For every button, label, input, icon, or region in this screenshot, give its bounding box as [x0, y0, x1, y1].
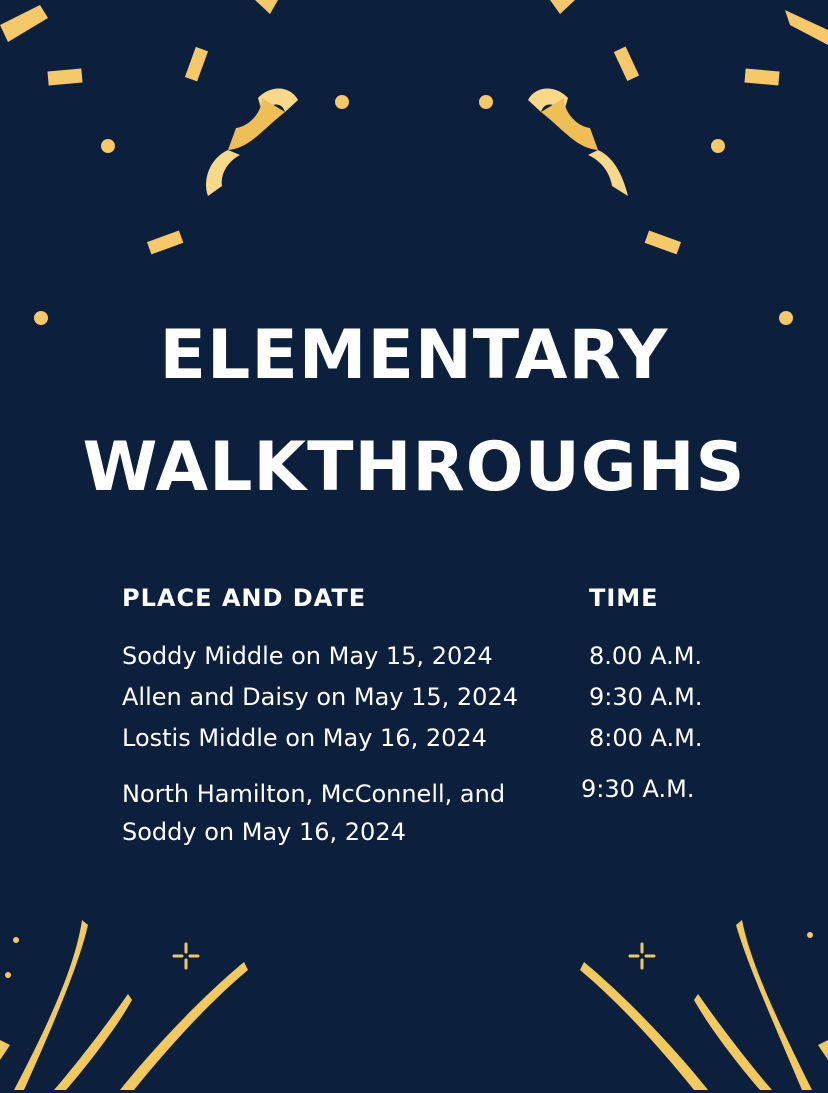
schedule-time: 8.00 A.M.: [589, 642, 703, 670]
confetti-icon: [5, 972, 11, 978]
firework-icon: [580, 962, 708, 1090]
place-and-date-header: PLACE AND DATE: [122, 584, 367, 612]
confetti-icon: [614, 47, 639, 81]
confetti-icon: [0, 5, 48, 42]
confetti-icon: [550, 0, 575, 14]
ribbon-icon: [206, 88, 298, 196]
confetti-icon: [13, 937, 19, 943]
schedule-row: [122, 683, 742, 724]
confetti-icon: [335, 95, 349, 109]
schedule-time: 9:30 A.M.: [581, 775, 695, 803]
schedule-row: [122, 775, 742, 865]
confetti-icon: [47, 69, 82, 86]
title-line-1: ELEMENTARY: [159, 316, 669, 395]
firework-icon: [54, 994, 132, 1090]
firework-icon: [0, 1040, 10, 1060]
schedule-row: [122, 724, 742, 765]
time-header: TIME: [589, 584, 659, 612]
confetti-icon: [744, 69, 779, 86]
firework-icon: [818, 1040, 828, 1060]
schedule-table: [122, 584, 742, 865]
schedule-header-row: [122, 584, 742, 624]
title-line-2: WALKTHROUGHS: [82, 428, 746, 507]
confetti-icon: [185, 47, 208, 82]
confetti-icon: [479, 95, 493, 109]
schedule-time: 9:30 A.M.: [589, 683, 703, 711]
schedule-place: Allen and Daisy on May 15, 2024: [122, 683, 518, 711]
confetti-icon: [711, 139, 725, 153]
firework-icon: [120, 962, 248, 1090]
schedule-place: Soddy Middle on May 15, 2024: [122, 642, 493, 670]
ribbon-icon: [528, 88, 628, 196]
confetti-icon: [785, 10, 828, 45]
schedule-place: Lostis Middle on May 16, 2024: [122, 724, 487, 752]
sparkle-icon: [174, 944, 198, 968]
schedule-time: 8:00 A.M.: [589, 724, 703, 752]
confetti-icon: [645, 231, 681, 255]
sparkle-icon: [630, 944, 654, 968]
schedule-row: [122, 642, 742, 683]
page-title: [0, 300, 828, 524]
confetti-icon: [101, 139, 115, 153]
confetti-icon: [255, 0, 278, 14]
firework-icon: [694, 994, 772, 1090]
confetti-icon: [147, 231, 183, 255]
schedule-place: North Hamilton, McConnell, and Soddy on May 16, 2024: [122, 780, 506, 846]
confetti-icon: [807, 932, 813, 938]
